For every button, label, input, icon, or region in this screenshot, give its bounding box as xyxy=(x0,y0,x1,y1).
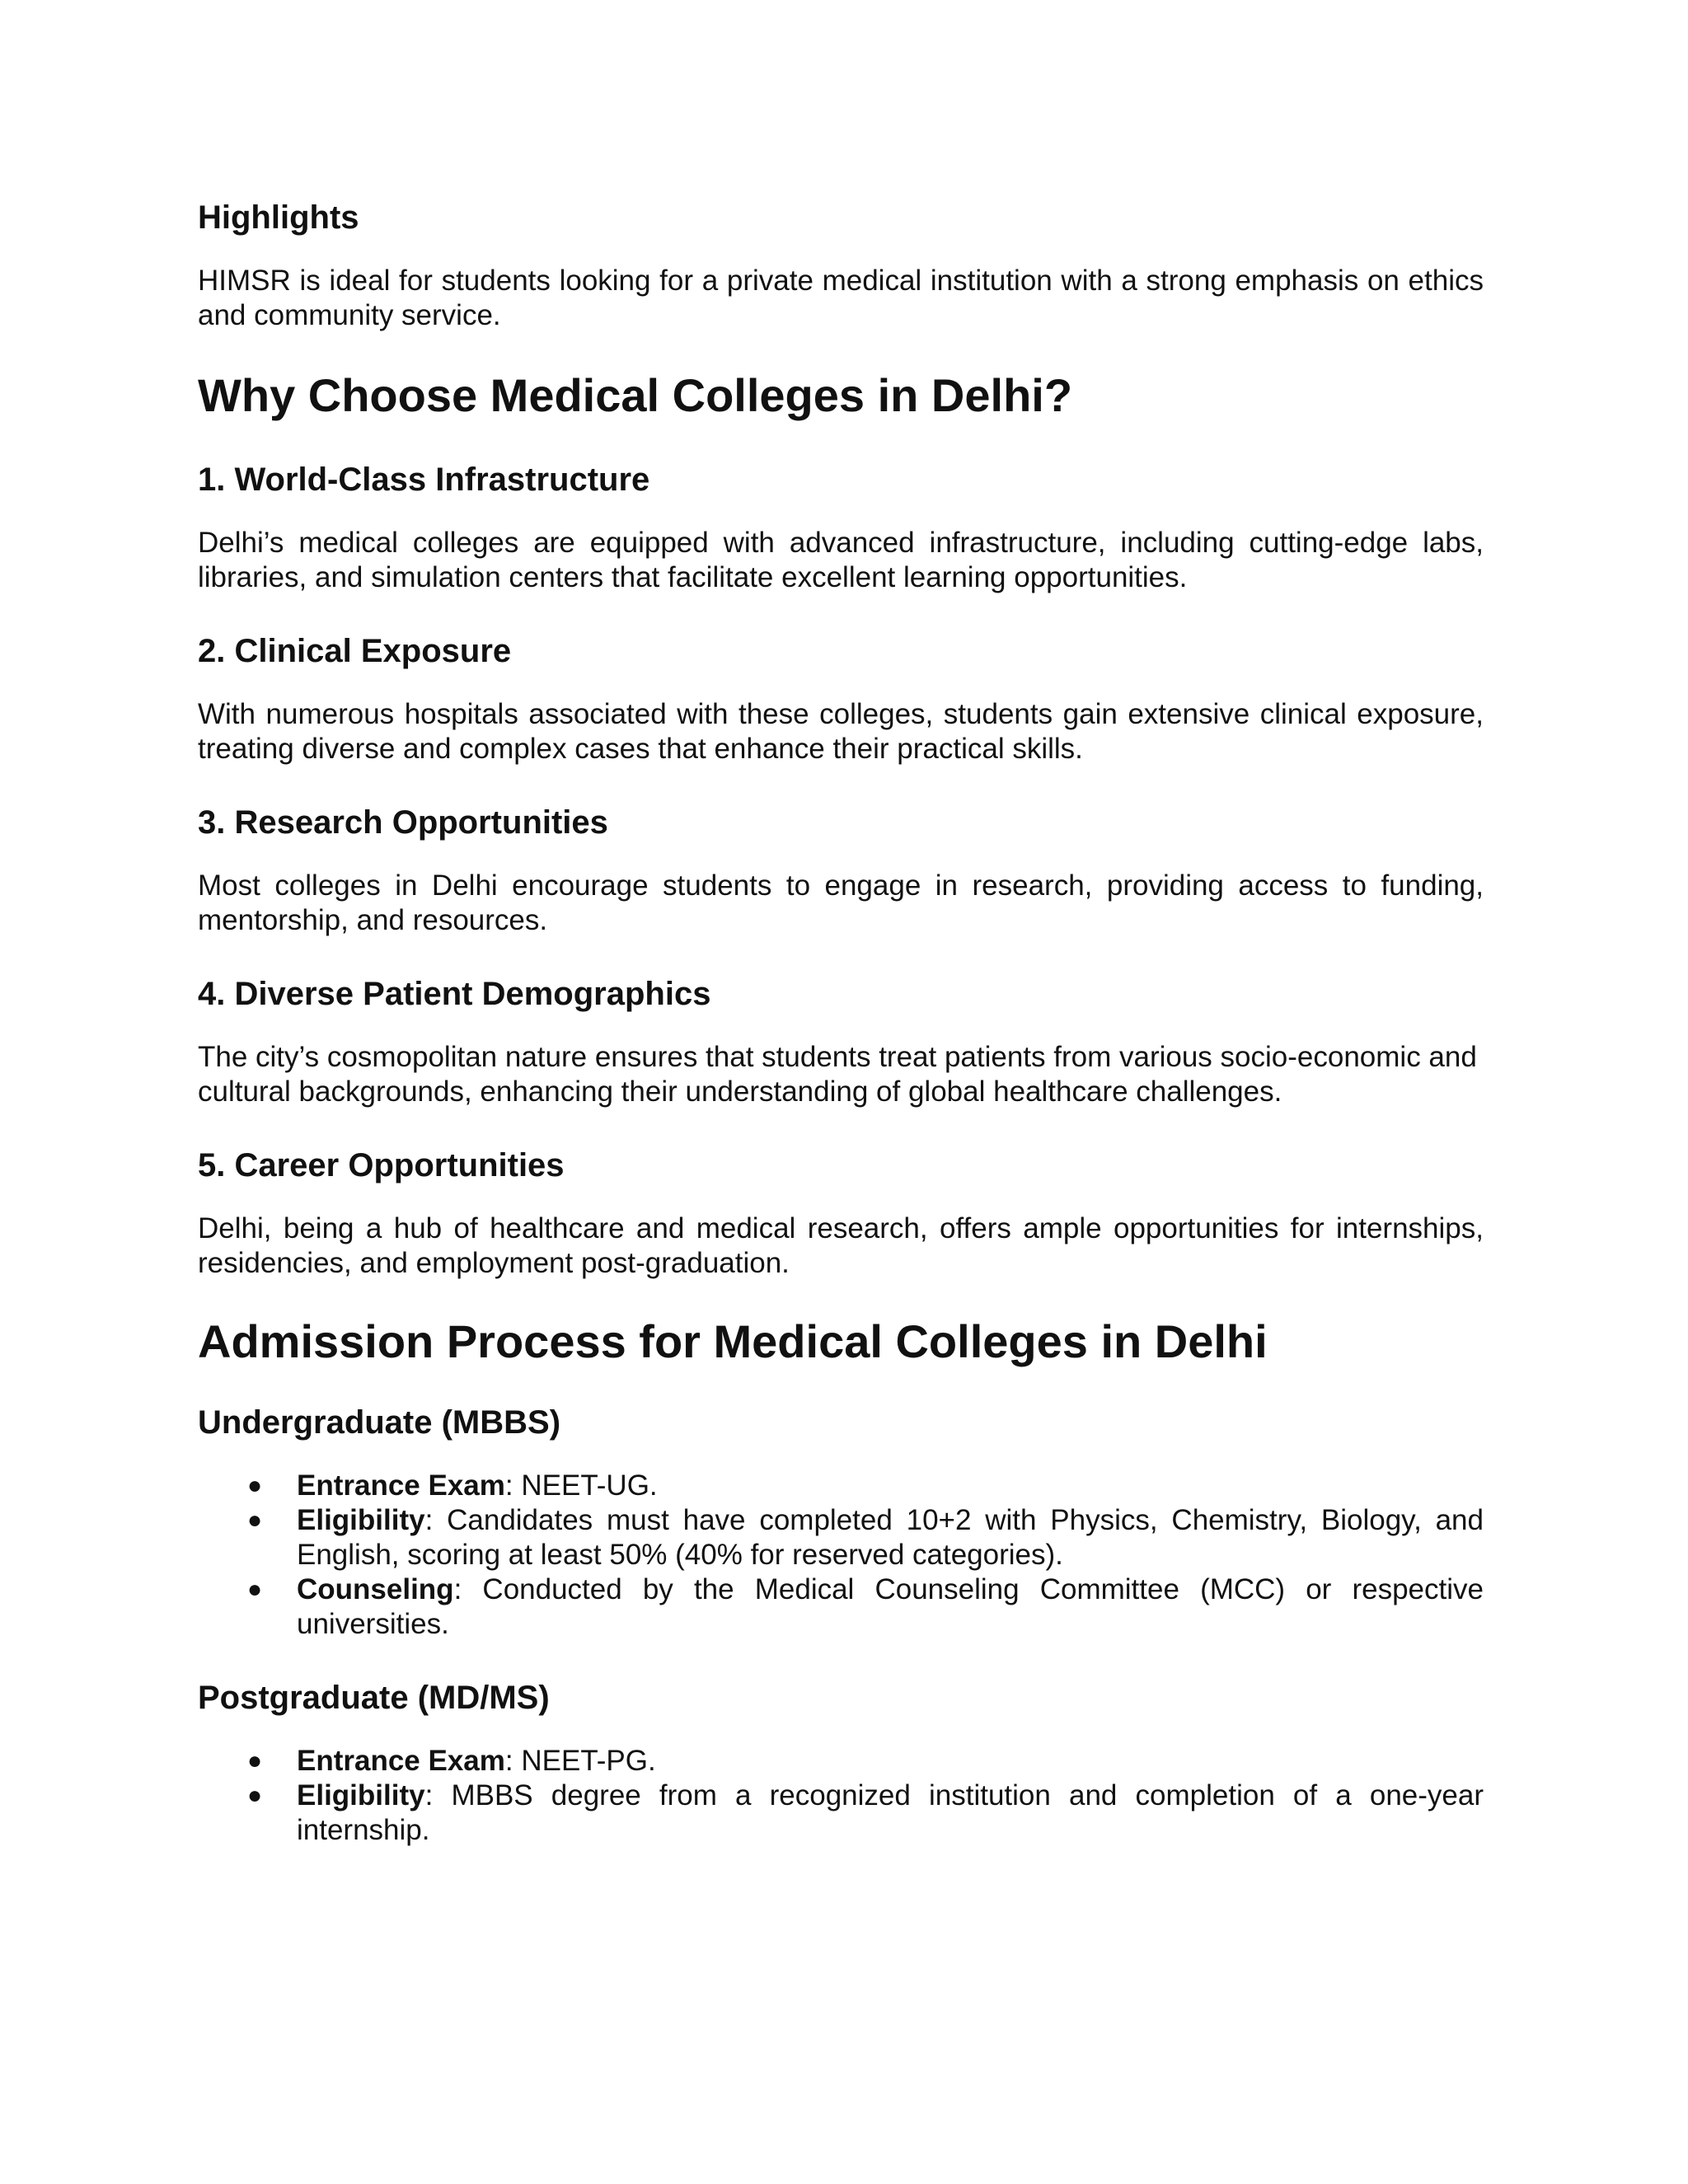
ug-bullet-text: : Conducted by the Medical Counseling Committee (MCC) or respective universities. xyxy=(297,1573,1484,1640)
pg-bullet-item xyxy=(198,1779,1484,1848)
why-item-2-text: With numerous hospitals associated with these colleges, students gain extensive clinical exposure, treating diverse and complex cases that enhance their practical skills. xyxy=(198,698,1484,765)
pg-bullet-text: : MBBS degree from a recognized institution and completion of a one-year internship. xyxy=(297,1779,1484,1846)
why-item-3-text: Most colleges in Delhi encourage students to engage in research, providing access to funding, mentorship, and resources. xyxy=(198,869,1484,936)
why-item-5-heading: 5. Career Opportunities xyxy=(198,1147,565,1183)
ug-bullet-text: : Candidates must have completed 10+2 with Physics, Chemistry, Biology, and English, scoring at least 50% (40% for reserved categories). xyxy=(297,1504,1484,1571)
pg-bullet-text: : NEET-PG. xyxy=(504,1745,656,1777)
why-item-1-heading: 1. World-Class Infrastructure xyxy=(198,462,650,498)
highlights-text: HIMSR is ideal for students looking for a private medical institution with a strong emphasis on ethics and community service. xyxy=(198,265,1484,331)
ug-bullet-item xyxy=(198,1572,1484,1642)
ug-bullet-item xyxy=(198,1503,1484,1572)
pg-bullet-list xyxy=(198,1744,1484,1848)
ug-bullet-label: Entrance Exam xyxy=(297,1469,505,1502)
bullet-icon: ● xyxy=(247,1472,263,1499)
ug-bullet-text: : NEET-UG. xyxy=(504,1469,658,1502)
ug-bullet-item xyxy=(198,1469,1484,1503)
document-page xyxy=(198,196,1484,1848)
why-item-5-text: Delhi, being a hub of healthcare and medical research, offers ample opportunities for internships, residencies, and employment post-graduation. xyxy=(198,1212,1484,1279)
bullet-icon: ● xyxy=(247,1747,263,1774)
ug-bullet-label: Counseling xyxy=(297,1573,454,1605)
ug-bullet-list xyxy=(198,1469,1484,1642)
ug-bullet-label: Eligibility xyxy=(297,1504,425,1536)
bullet-icon: ● xyxy=(247,1576,263,1603)
pg-bullet-item xyxy=(198,1744,1484,1779)
why-item-1-text: Delhi’s medical colleges are equipped with advanced infrastructure, including cutting-edge labs, libraries, and simulation centers that facilitate excellent learning opportunities. xyxy=(198,527,1484,593)
why-item-3-heading: 3. Research Opportunities xyxy=(198,804,608,841)
bullet-icon: ● xyxy=(247,1507,263,1534)
pg-bullet-label: Eligibility xyxy=(297,1779,425,1811)
ug-heading: Undergraduate (MBBS) xyxy=(198,1404,561,1441)
why-item-4-heading: 4. Diverse Patient Demographics xyxy=(198,976,711,1012)
pg-heading: Postgraduate (MD/MS) xyxy=(198,1680,550,1716)
admission-heading: Admission Process for Medical Colleges in Delhi xyxy=(198,1315,1268,1367)
why-item-4-text: The city’s cosmopolitan nature ensures that students treat patients from various socio-economic and cultural backgrounds, enhancing their understanding of global healthcare challenges. xyxy=(198,1041,1477,1108)
pg-bullet-label: Entrance Exam xyxy=(297,1745,505,1777)
why-heading: Why Choose Medical Colleges in Delhi? xyxy=(198,369,1073,421)
highlights-heading: Highlights xyxy=(198,199,359,236)
bullet-icon: ● xyxy=(247,1782,263,1809)
why-item-2-heading: 2. Clinical Exposure xyxy=(198,633,512,669)
